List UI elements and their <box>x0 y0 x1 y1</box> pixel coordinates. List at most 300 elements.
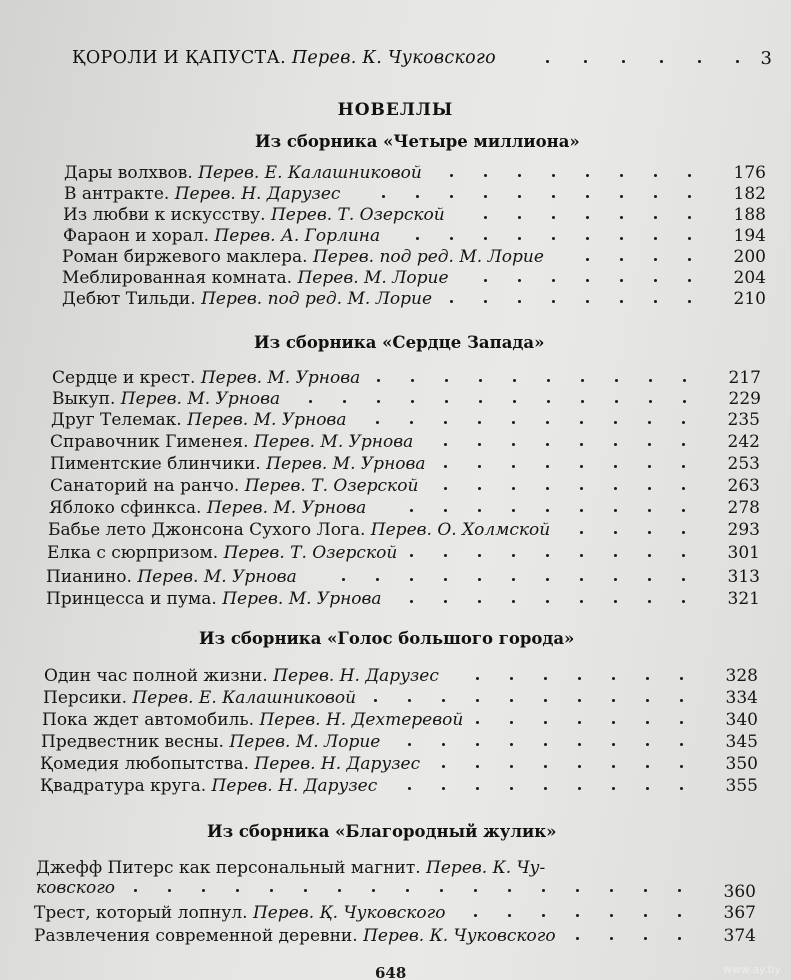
dot-leader <box>552 195 555 198</box>
entry-translator: Перев. под ред. М. Лорие <box>312 247 544 267</box>
entry-page: 188 <box>733 205 766 225</box>
entry-translator: Перев. Н. Дехтеревой <box>259 710 464 730</box>
dot-leader <box>654 237 657 240</box>
dot-leader <box>411 400 414 403</box>
entry-kings-and-cabbages <box>72 48 772 72</box>
entry-translator: Перев. М. Урнова <box>187 410 347 430</box>
entry-page: 321 <box>727 589 760 609</box>
dot-leader <box>512 443 515 446</box>
entry-page: 328 <box>725 666 758 686</box>
entry-translator: Перев. Н. Дарузес <box>211 776 378 796</box>
dot-leader <box>476 699 479 702</box>
dot-leader <box>688 279 691 282</box>
dot-leader <box>610 914 613 917</box>
dot-leader <box>444 578 447 581</box>
dot-leader <box>408 787 411 790</box>
entry-page: 355 <box>725 776 758 796</box>
entry-translator: Перев. А. Горлина <box>214 226 381 246</box>
dot-leader <box>508 889 511 892</box>
dot-leader <box>682 443 685 446</box>
dot-leader <box>343 400 346 403</box>
dot-leader <box>680 765 683 768</box>
dot-leader <box>552 300 555 303</box>
dot-leader <box>546 487 549 490</box>
dot-leader <box>688 195 691 198</box>
dot-leader <box>648 487 651 490</box>
dot-leader <box>450 237 453 240</box>
dot-leader <box>682 554 685 557</box>
dot-leader <box>578 787 581 790</box>
dot-leader <box>683 379 686 382</box>
dot-leader <box>479 400 482 403</box>
dot-leader <box>654 216 657 219</box>
dot-leader <box>444 421 447 424</box>
dot-leader <box>374 699 377 702</box>
toc-entry <box>0 389 791 409</box>
dot-leader <box>476 743 479 746</box>
entry-page: 293 <box>727 520 760 540</box>
dot-leader <box>646 743 649 746</box>
entry-title: Дары волхвов. <box>64 163 193 183</box>
dot-leader <box>614 578 617 581</box>
entry-title: Пиментские блинчики. <box>50 454 261 474</box>
dot-leader <box>202 889 205 892</box>
dot-leader <box>610 889 613 892</box>
dot-leader <box>682 531 685 534</box>
entry-title: Пианино. <box>46 567 132 587</box>
entry-title: Джефф Питерс как персональный магнит. <box>36 858 421 878</box>
dot-leader <box>444 487 447 490</box>
dot-leader <box>580 509 583 512</box>
dot-leader <box>484 195 487 198</box>
dot-leader <box>544 677 547 680</box>
dot-leader <box>612 699 615 702</box>
dot-leader <box>614 531 617 534</box>
section-heading: Из сборника «Сердце Запада» <box>254 333 545 352</box>
dot-leader <box>411 379 414 382</box>
dot-leader <box>546 554 549 557</box>
dot-leader <box>544 699 547 702</box>
dot-leader <box>376 421 379 424</box>
dot-leader <box>612 743 615 746</box>
dot-leader <box>512 509 515 512</box>
dot-leader <box>581 379 584 382</box>
dot-leader <box>648 443 651 446</box>
dot-leader <box>610 937 613 940</box>
dot-leader <box>586 216 589 219</box>
entry-translator: Перев. Е. Калашниковой <box>132 688 357 708</box>
dot-leader <box>680 743 683 746</box>
dot-leader <box>620 216 623 219</box>
dot-leader <box>512 578 515 581</box>
entry-page: 374 <box>723 926 756 946</box>
entry-title: Предвестник весны. <box>41 732 224 752</box>
dot-leader <box>620 300 623 303</box>
dot-leader <box>580 600 583 603</box>
entry-page: 313 <box>727 567 760 587</box>
dot-leader <box>474 889 477 892</box>
dot-leader <box>614 487 617 490</box>
toc-entry <box>0 432 791 452</box>
dot-leader <box>646 677 649 680</box>
toc-entry <box>0 754 791 774</box>
dot-leader <box>338 889 341 892</box>
entry-title: Принцесса и пума. <box>46 589 217 609</box>
dot-leader <box>445 379 448 382</box>
entry-translator: Перев. М. Урнова <box>200 368 361 388</box>
dot-leader <box>376 578 379 581</box>
entry-translator: Перев. М. Урнова <box>222 589 382 609</box>
dot-leader <box>168 889 171 892</box>
dot-leader <box>484 174 487 177</box>
entry-title: Меблированная комната. <box>62 268 293 288</box>
dot-leader <box>450 195 453 198</box>
dot-leader <box>442 743 445 746</box>
entry-title: Қомедия любопытства. <box>40 754 249 774</box>
dot-leader <box>614 443 617 446</box>
dot-leader <box>586 195 589 198</box>
dot-leader <box>512 487 515 490</box>
toc-entry <box>0 520 791 540</box>
dot-leader <box>478 487 481 490</box>
dot-leader <box>510 787 513 790</box>
dot-leader <box>654 279 657 282</box>
dot-leader <box>410 554 413 557</box>
dot-leader <box>478 509 481 512</box>
dot-leader <box>614 465 617 468</box>
dot-leader <box>620 174 623 177</box>
dot-leader <box>682 600 685 603</box>
dot-leader <box>377 379 380 382</box>
dot-leader <box>410 421 413 424</box>
entry-page: 3 <box>760 48 772 69</box>
dot-leader <box>576 889 579 892</box>
dot-leader <box>544 765 547 768</box>
entry-title: Из любви к искусству. <box>63 205 266 225</box>
entry-translator: Перев. М. Урнова <box>120 389 281 409</box>
entry-translator: Перев. М. Урнова <box>266 454 426 474</box>
dot-leader <box>584 60 587 63</box>
entry-translator: Перев. М. Урнова <box>137 567 297 587</box>
dot-leader <box>552 174 555 177</box>
entry-translator: Перев. К. Чуковского <box>363 926 556 946</box>
entry-translator: Перев. М. Лорие <box>229 732 381 752</box>
dot-leader <box>688 300 691 303</box>
dot-leader <box>547 400 550 403</box>
dot-leader <box>578 677 581 680</box>
dot-leader <box>410 600 413 603</box>
dot-leader <box>309 400 312 403</box>
dot-leader <box>513 379 516 382</box>
dot-leader <box>476 765 479 768</box>
dot-leader <box>682 509 685 512</box>
entry-page: 360 <box>723 882 756 902</box>
entry-title: Развлечения современной деревни. <box>34 926 358 946</box>
dot-leader <box>510 677 513 680</box>
entry-page: 340 <box>725 710 758 730</box>
dot-leader <box>578 721 581 724</box>
toc-entry <box>0 543 791 563</box>
dot-leader <box>614 509 617 512</box>
dot-leader <box>518 279 521 282</box>
dot-leader <box>688 258 691 261</box>
dot-leader <box>484 279 487 282</box>
entry-page: 210 <box>733 289 766 309</box>
dot-leader <box>416 237 419 240</box>
entry-title: Справочник Гименея. <box>50 432 249 452</box>
toc-entry <box>0 268 791 288</box>
dot-leader <box>552 237 555 240</box>
entry-title: Сердце и крест. <box>52 368 196 388</box>
dot-leader <box>518 300 521 303</box>
toc-entry <box>0 878 791 902</box>
dot-leader <box>615 400 618 403</box>
entry-title: Один час полной жизни. <box>44 666 268 686</box>
dot-leader <box>484 237 487 240</box>
section-heading: Из сборника «Благородный жулик» <box>207 822 557 841</box>
toc-entry <box>0 368 791 388</box>
entry-translator: Перев. Т. Озерской <box>244 476 419 496</box>
entry-page: 194 <box>733 226 766 246</box>
dot-leader <box>552 279 555 282</box>
dot-leader <box>406 889 409 892</box>
dot-leader <box>646 721 649 724</box>
dot-leader <box>544 743 547 746</box>
toc-entry <box>0 476 791 496</box>
entry-wrapped-line-1 <box>36 858 545 878</box>
dot-leader <box>580 465 583 468</box>
dot-leader <box>546 600 549 603</box>
entry-title: Қвадратура круга. <box>40 776 207 796</box>
dot-leader <box>484 300 487 303</box>
entry-page: 176 <box>733 163 766 183</box>
dot-leader <box>648 578 651 581</box>
dot-leader <box>682 487 685 490</box>
dot-leader <box>518 237 521 240</box>
section-heading: Из сборника «Четыре миллиона» <box>255 132 580 151</box>
dot-leader <box>683 400 686 403</box>
dot-leader <box>678 889 681 892</box>
entry-title: Елка с сюрпризом. <box>47 543 219 563</box>
dot-leader <box>542 889 545 892</box>
entry-translator: Перев. Т. Озерской <box>270 205 445 225</box>
toc-entry <box>0 666 791 686</box>
dot-leader <box>654 174 657 177</box>
dot-leader <box>736 60 739 63</box>
dot-leader <box>416 195 419 198</box>
toc-entry <box>0 498 791 518</box>
dot-leader <box>518 174 521 177</box>
entry-title: Яблоко сфинкса. <box>49 498 202 518</box>
dot-leader <box>440 889 443 892</box>
dot-leader <box>678 937 681 940</box>
dot-leader <box>648 600 651 603</box>
entry-translator-continued: ковского <box>36 878 116 898</box>
toc-entry <box>0 732 791 752</box>
dot-leader <box>382 195 385 198</box>
dot-leader <box>484 216 487 219</box>
page-number: 648 <box>375 964 407 980</box>
dot-leader <box>546 443 549 446</box>
dot-leader <box>586 279 589 282</box>
dot-leader <box>270 889 273 892</box>
dot-leader <box>649 379 652 382</box>
dot-leader <box>510 699 513 702</box>
dot-leader <box>513 400 516 403</box>
dot-leader <box>510 743 513 746</box>
dot-leader <box>612 677 615 680</box>
dot-leader <box>682 465 685 468</box>
dot-leader <box>510 765 513 768</box>
dot-leader <box>479 379 482 382</box>
dot-leader <box>410 578 413 581</box>
dot-leader <box>580 554 583 557</box>
dot-leader <box>654 195 657 198</box>
toc-entry <box>0 163 791 183</box>
entry-page: 278 <box>727 498 760 518</box>
dot-leader <box>620 195 623 198</box>
section-heading: Из сборника «Голос большого города» <box>199 629 575 648</box>
dot-leader <box>578 765 581 768</box>
entry-page: 334 <box>725 688 758 708</box>
dot-leader <box>478 554 481 557</box>
toc-entry <box>0 710 791 730</box>
dot-leader <box>644 914 647 917</box>
watermark: www.ay.by <box>722 963 781 976</box>
dot-leader <box>586 237 589 240</box>
dot-leader <box>442 699 445 702</box>
dot-leader <box>660 60 663 63</box>
dot-leader <box>680 787 683 790</box>
dot-leader <box>478 465 481 468</box>
dot-leader <box>518 195 521 198</box>
dot-leader <box>682 578 685 581</box>
entry-page: 263 <box>727 476 760 496</box>
dot-leader <box>578 743 581 746</box>
dot-leader <box>688 174 691 177</box>
dot-leader <box>622 60 625 63</box>
dot-leader <box>444 509 447 512</box>
toc-entry <box>0 776 791 796</box>
dot-leader <box>612 721 615 724</box>
dot-leader <box>612 787 615 790</box>
dot-leader <box>646 787 649 790</box>
dot-leader <box>680 721 683 724</box>
toc-entry <box>0 289 791 309</box>
dot-leader <box>342 578 345 581</box>
entry-translator: Перев. Қ. Чуковского <box>252 903 446 923</box>
dot-leader <box>444 465 447 468</box>
entry-title: Трест, который лопнул. <box>34 903 248 923</box>
dot-leader <box>620 279 623 282</box>
dot-leader <box>408 743 411 746</box>
entry-page: 345 <box>725 732 758 752</box>
dot-leader <box>478 421 481 424</box>
entry-translator: Перев. Н. Дарузес <box>174 184 341 204</box>
dot-leader <box>512 421 515 424</box>
dot-leader <box>581 400 584 403</box>
dot-leader <box>644 937 647 940</box>
entry-translator: Перев. Е. Калашниковой <box>198 163 422 183</box>
dot-leader <box>518 216 521 219</box>
entry-page: 242 <box>727 432 760 452</box>
dot-leader <box>546 578 549 581</box>
entry-translator: Перев. Т. Озерской <box>223 543 398 563</box>
entry-page: 200 <box>733 247 766 267</box>
toc-entry <box>0 903 791 923</box>
dot-leader <box>644 889 647 892</box>
dot-leader <box>546 60 549 63</box>
entry-translator: Перев. Н. Дарузес <box>273 666 439 686</box>
dot-leader <box>372 889 375 892</box>
dot-leader <box>304 889 307 892</box>
toc-entry <box>0 589 791 609</box>
dot-leader <box>576 937 579 940</box>
dot-leader <box>649 400 652 403</box>
dot-leader <box>512 465 515 468</box>
dot-leader <box>546 421 549 424</box>
dot-leader <box>512 600 515 603</box>
dot-leader <box>134 889 137 892</box>
toc-entry <box>0 226 791 246</box>
dot-leader <box>476 677 479 680</box>
dot-leader <box>648 421 651 424</box>
toc-entry <box>0 454 791 474</box>
dot-leader <box>546 509 549 512</box>
dot-leader <box>620 237 623 240</box>
entry-title: Санаторий на ранчо. <box>50 476 240 496</box>
entry-title: Фараон и хорал. <box>63 226 210 246</box>
toc-entry <box>0 247 791 267</box>
dot-leader <box>476 721 479 724</box>
dot-leader <box>580 531 583 534</box>
entry-page: 229 <box>728 389 761 409</box>
dot-leader <box>688 237 691 240</box>
dot-leader <box>478 443 481 446</box>
dot-leader <box>612 765 615 768</box>
dot-leader <box>678 914 681 917</box>
dot-leader <box>580 443 583 446</box>
dot-leader <box>474 914 477 917</box>
dot-leader <box>552 216 555 219</box>
dot-leader <box>476 787 479 790</box>
toc-entry <box>0 926 791 946</box>
dot-leader <box>410 509 413 512</box>
entry-translator: Перев. под ред. М. Лорие <box>201 289 433 309</box>
dot-leader <box>510 721 513 724</box>
dot-leader <box>576 914 579 917</box>
dot-leader <box>578 699 581 702</box>
toc-entry <box>0 567 791 587</box>
dot-leader <box>442 765 445 768</box>
dot-leader <box>688 216 691 219</box>
entry-translator: Перев. М. Урнова <box>253 432 414 452</box>
dot-leader <box>512 554 515 557</box>
dot-leader <box>546 465 549 468</box>
entry-title: ҚОРОЛИ И ҚАПУСТА. <box>72 48 286 68</box>
entry-title: Друг Телемак. <box>51 410 182 430</box>
entry-page: 217 <box>728 368 761 388</box>
entry-translator: Перев. О. Холмской <box>370 520 551 540</box>
entry-title: В антракте. <box>64 184 170 204</box>
entry-translator: Перев. К. Чу- <box>426 858 546 878</box>
entry-translator: Перев. К. Чуковского <box>291 48 497 68</box>
dot-leader <box>586 258 589 261</box>
dot-leader <box>450 300 453 303</box>
dot-leader <box>450 174 453 177</box>
dot-leader <box>614 600 617 603</box>
dot-leader <box>620 258 623 261</box>
